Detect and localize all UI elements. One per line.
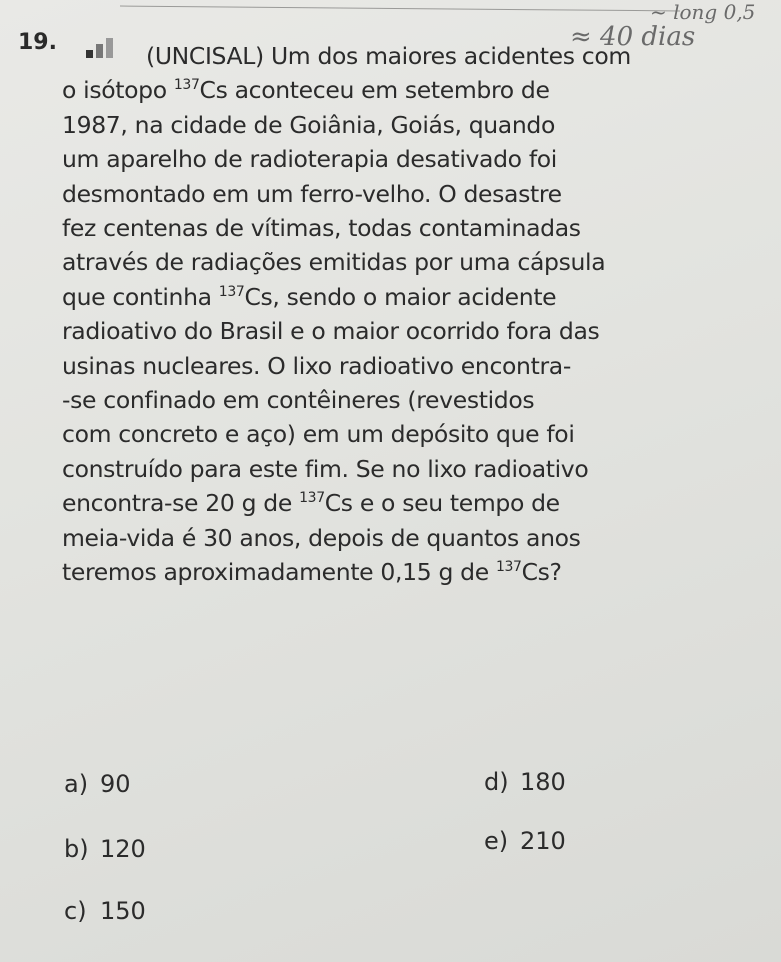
mass-number-superscript: 137 bbox=[218, 283, 245, 300]
option-letter: d) bbox=[484, 768, 509, 796]
statement-text: Cs aconteceu em setembro de bbox=[199, 76, 550, 105]
statement-text: que continha bbox=[62, 282, 219, 311]
option-value: 150 bbox=[100, 897, 146, 925]
statement-line-16 bbox=[62, 555, 777, 589]
statement-text: Cs e o seu tempo de bbox=[324, 489, 560, 518]
handwritten-note-answer: ≈ 40 dias bbox=[570, 22, 696, 52]
statement-line-6: fez centenas de vítimas, todas contaminadas bbox=[62, 214, 581, 243]
statement-line-9: radioativo do Brasil e o maior ocorrido fora das bbox=[62, 317, 600, 346]
statement-line-12: com concreto e aço) em um depósito que foi bbox=[62, 420, 575, 449]
statement-text: Cs? bbox=[521, 558, 562, 587]
option-value: 210 bbox=[520, 827, 566, 855]
question-number: 19. bbox=[18, 30, 57, 55]
option-value: 180 bbox=[520, 768, 566, 796]
option-letter: c) bbox=[64, 897, 87, 925]
option-d[interactable] bbox=[484, 768, 566, 796]
statement-text: o isótopo bbox=[62, 76, 174, 105]
option-letter: e) bbox=[484, 827, 509, 855]
top-rule-line bbox=[120, 6, 680, 12]
mass-number-superscript: 137 bbox=[173, 77, 200, 94]
option-e[interactable] bbox=[484, 827, 566, 855]
mass-number-superscript: 137 bbox=[495, 559, 522, 576]
statement-text: teremos aproximadamente 0,15 g de bbox=[62, 558, 496, 587]
option-b[interactable] bbox=[64, 835, 146, 863]
option-value: 120 bbox=[100, 835, 146, 863]
statement-text: Cs, sendo o maior acidente bbox=[244, 282, 557, 311]
option-c[interactable] bbox=[64, 897, 146, 925]
handwritten-note-top: ~ long 0,5 bbox=[650, 0, 756, 24]
option-letter: b) bbox=[64, 835, 89, 863]
statement-line-4: um aparelho de radioterapia desativado foi bbox=[62, 145, 557, 174]
statement-line-11: -se confinado em contêineres (revestidos bbox=[62, 386, 535, 415]
statement-line-13: construído para este fim. Se no lixo radioativo bbox=[62, 454, 589, 483]
option-a[interactable] bbox=[64, 770, 131, 798]
option-value: 90 bbox=[100, 770, 131, 798]
statement-text: encontra-se 20 g de bbox=[62, 489, 300, 518]
statement-line-10: usinas nucleares. O lixo radioativo encontra- bbox=[62, 351, 571, 380]
statement-line-14 bbox=[62, 486, 777, 520]
question-source: (UNCISAL) bbox=[146, 42, 264, 70]
statement-line-3: 1987, na cidade de Goiânia, Goiás, quando bbox=[62, 110, 556, 139]
option-letter: a) bbox=[64, 770, 89, 798]
mass-number-superscript: 137 bbox=[299, 490, 325, 507]
statement-line-2 bbox=[62, 73, 777, 107]
statement-line-15: meia-vida é 30 anos, depois de quantos anos bbox=[62, 523, 581, 552]
statement-line-8 bbox=[62, 280, 777, 314]
statement-line-7: através de radiações emitidas por uma cápsula bbox=[62, 248, 606, 277]
statement-line-5: desmontado em um ferro-velho. O desastre bbox=[62, 179, 562, 208]
statement-text: Um dos maiores acidentes com bbox=[270, 42, 631, 70]
statement-line-1 bbox=[62, 39, 777, 73]
question-statement bbox=[62, 39, 777, 590]
